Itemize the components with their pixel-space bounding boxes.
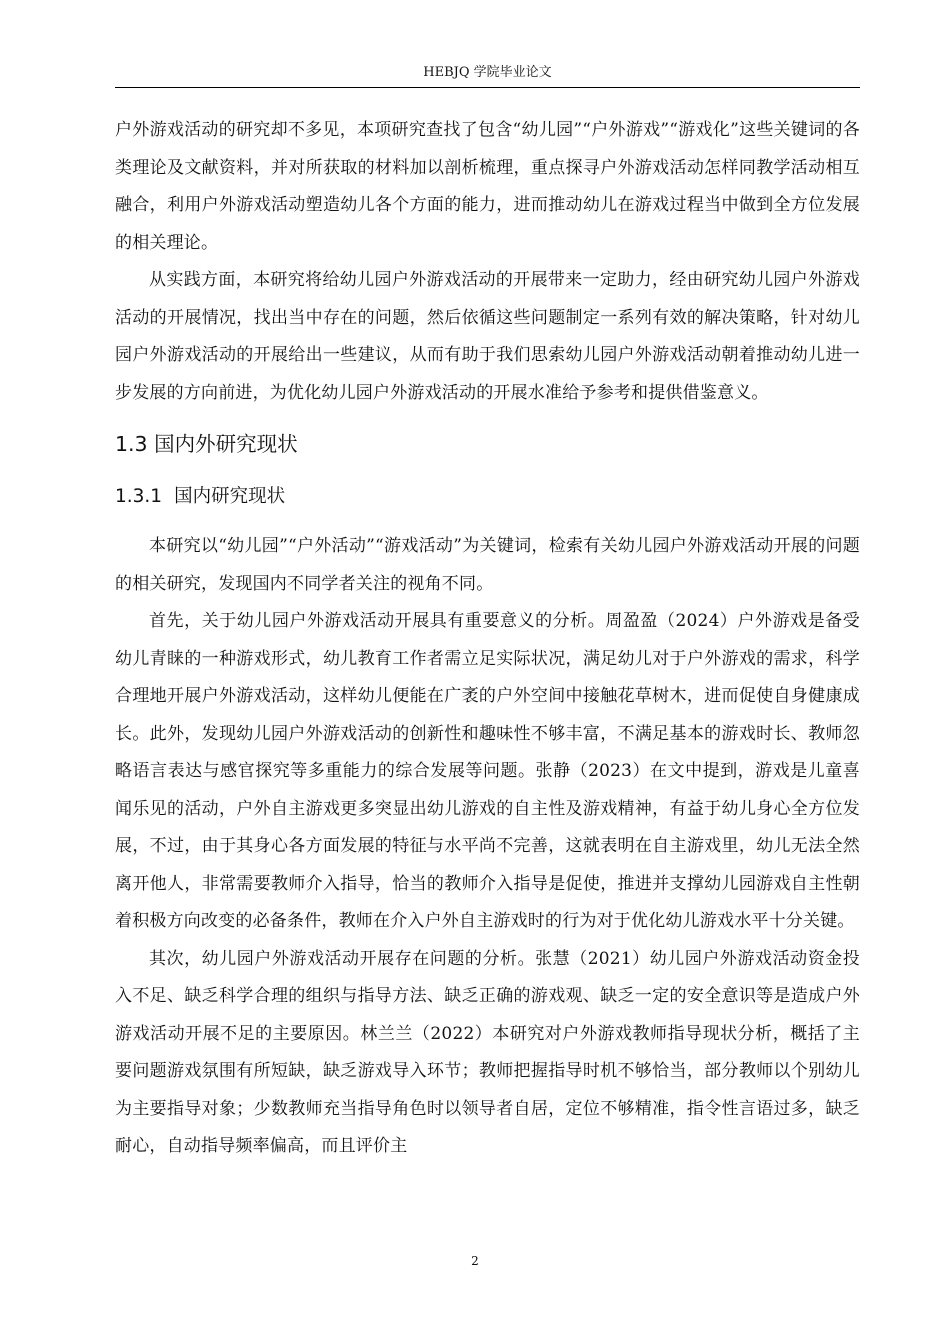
page-body <box>115 112 860 1166</box>
body-paragraph: 从实践方面，本研究将给幼儿园户外游戏活动的开展带来一定助力，经由研究幼儿园户外游戏活动的开展情况，找出当中存在的问题，然后依循这些问题制定一系列有效的解决策略，针对幼儿园户外游戏活动的开展给出一些建议，从而有助于我们思索幼儿园户外游戏活动朝着推动幼儿进一步发展的方向前进，为优化幼儿园户外游戏活动的开展水准给予参考和提供借鉴意义。 <box>115 270 860 403</box>
subsection-number: 1.3.1 <box>115 486 163 507</box>
body-paragraph: 其次，幼儿园户外游戏活动开展存在问题的分析。张慧（2021）幼儿园户外游戏活动资金投入不足、缺乏科学合理的组织与指导方法、缺乏正确的游戏观、缺乏一定的安全意识等是造成户外游戏活动开展不足的主要原因。林兰兰（2022）本研究对户外游戏教师指导现状分析，概括了主要问题游戏氛围有所短缺，缺乏游戏导入环节；教师把握指导时机不够恰当，部分教师以个别幼儿为主要指导对象；少数教师充当指导角色时以领导者自居，定位不够精准，指令性言语过多，缺乏耐心，自动指导频率偏高，而且评价主 <box>115 948 860 1156</box>
subsection-heading <box>115 478 860 516</box>
body-paragraph: 本研究以“幼儿园”“户外活动”“游戏活动”为关键词，检索有关幼儿园户外游戏活动开展的问题的相关研究，发现国内不同学者关注的视角不同。 <box>115 536 860 594</box>
section-heading: 1.3 国内外研究现状 <box>115 432 298 456</box>
running-header: HEBJQ 学院毕业论文 <box>423 65 552 80</box>
subsection-title: 国内研究现状 <box>174 486 286 507</box>
header-rule <box>115 87 860 88</box>
body-paragraph: 户外游戏活动的研究却不多见，本项研究查找了包含“幼儿园”“户外游戏”“游戏化”这些关键词的各类理论及文献资料，并对所获取的材料加以剖析梳理，重点探寻户外游戏活动怎样同教学活动相互融合，利用户外游戏活动塑造幼儿各个方面的能力，进而推动幼儿在游戏过程当中做到全方位发展的相关理论。 <box>115 120 860 253</box>
body-paragraph: 首先，关于幼儿园户外游戏活动开展具有重要意义的分析。周盈盈（2024）户外游戏是备受幼儿青睐的一种游戏形式，幼儿教育工作者需立足实际状况，满足幼儿对于户外游戏的需求，科学合理地开展户外游戏活动，这样幼儿便能在广袤的户外空间中接触花草树木，进而促使自身健康成长。此外，发现幼儿园户外游戏活动的创新性和趣味性不够丰富，不满足基本的游戏时长、教师忽略语言表达与感官探究等多重能力的综合发展等问题。张静（2023）在文中提到，游戏是儿童喜闻乐见的活动，户外自主游戏更多突显出幼儿游戏的自主性及游戏精神，有益于幼儿身心全方位发展，不过，由于其身心各方面发展的特征与水平尚不完善，这就表明在自主游戏里，幼儿无法全然离开他人，非常需要教师介入指导，恰当的教师介入指导是促使，推进并支撑幼儿园游戏自主性朝着积极方向改变的必备条件，教师在介入户外自主游戏时的行为对于优化幼儿游戏水平十分关键。 <box>115 611 860 931</box>
page-number: 2 <box>471 1254 479 1268</box>
